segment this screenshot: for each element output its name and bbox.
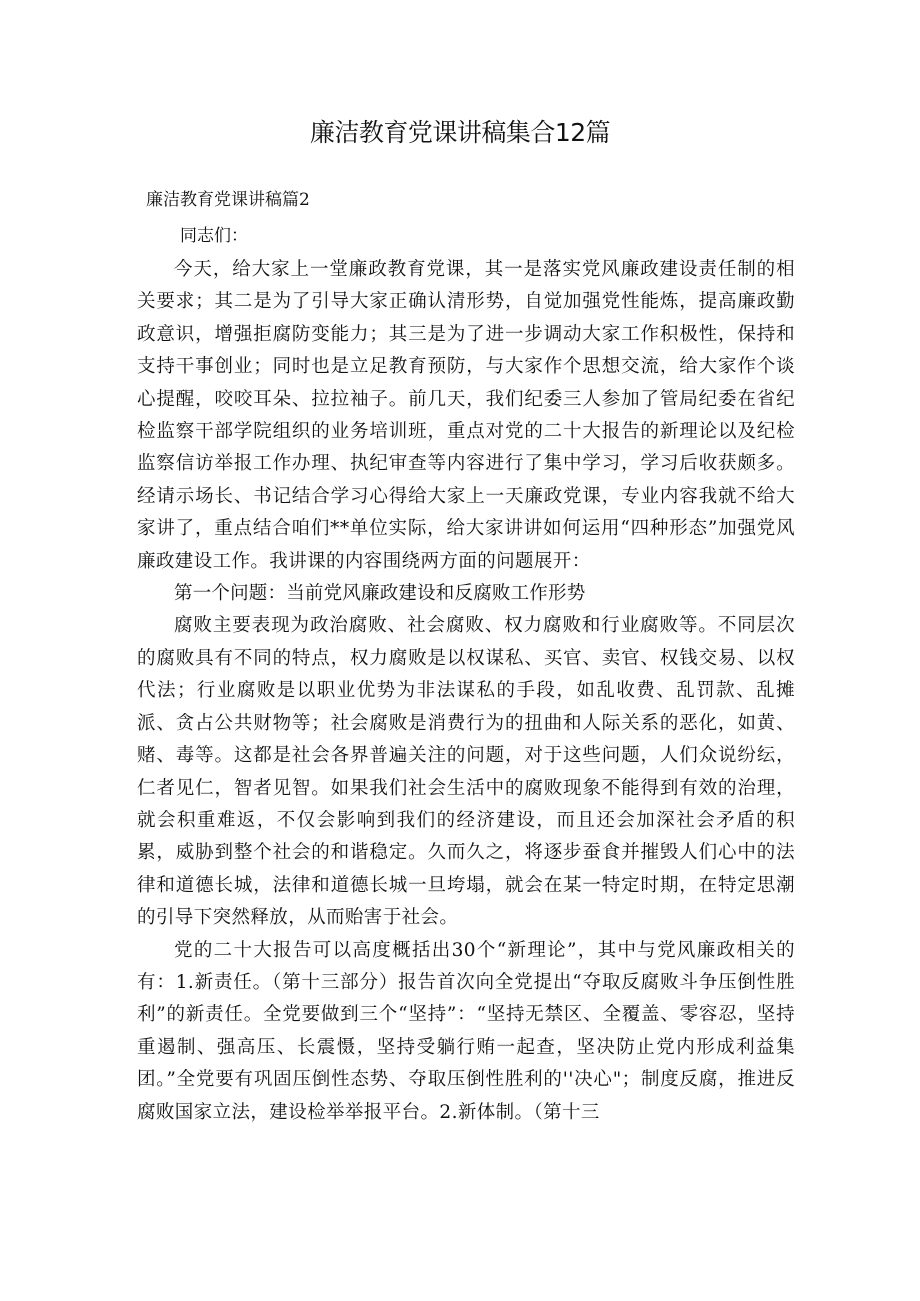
section-heading: 第一个问题：当前党风廉政建设和反腐败工作形势 (174, 583, 586, 605)
paragraph-intro: 今天，给大家上一堂廉政教育党课，其一是落实党风廉政建设责任制的相关要求；其二是为了引导大家正确认清形势，自觉加强党性能炼，提高廉政勤政意识，增强拒腐防变能力；其三是为了进一步调动大家工作积极性，保持和支持干事创业；同时也是立足教育预防，与大家作个思想交流，给大家作个谈心提醒，咬咬耳朵、拉拉袖子。前几天，我们纪委三人参加了管局纪委在省纪检监察干部学院组织的业务培训班，重点对党的二十大报告的新理论以及纪检监察信访举报工作办理、执纪审查等内容进行了集中学习，学习后收获颇多。经请示场长、书记结合学习心得给大家上一天廉政党课，专业内容我就不给大家讲了，重点结合咱们**单位实际，给大家讲讲如何运用“四种形态”加强党风廉政建设工作。我讲课的内容围绕两方面的问题展开： (137, 259, 795, 572)
paragraph-corruption: 腐败主要表现为政治腐败、社会腐败、权力腐败和行业腐败等。不同层次的腐败具有不同的特点，权力腐败是以权谋私、买官、卖官、权钱交易、以权代法；行业腐败是以职业优势为非法谋私的手段，如乱收费、乱罚款、乱摊派、贪占公共财物等；社会腐败是消费行为的扭曲和人际关系的恶化，如黄、赌、毒等。这都是社会各界普遍关注的问题，对于这些问题，人们众说纷纭，仁者见仁，智者见智。如果我们社会生活中的腐败现象不能得到有效的治理，就会积重难返，不仅会影响到我们的经济建设，而且还会加深社会矛盾的积累，威胁到整个社会的和谐稳定。久而久之，将逐步蚕食并摧毁人们心中的法律和道德长城，法律和道德长城一旦垮塌，就会在某一特定时期，在特定思潮的引导下突然释放，从而贻害于社会。 (137, 615, 795, 929)
document-body (137, 254, 795, 1129)
document-subtitle: 廉洁教育党课讲稿篇2 (146, 190, 310, 210)
salutation: 同志们： (180, 226, 248, 246)
document-title: 廉洁教育党课讲稿集合12篇 (309, 118, 611, 147)
paragraph-new-theory: 党的二十大报告可以高度概括出30个“新理论”，其中与党风廉政相关的有：1.新责任。（第十三部分）报告首次向全党提出“夺取反腐败斗争压倒性胜利”的新责任。全党要做到三个“坚持”：“坚持无禁区、全覆盖、零容忍，坚持重遏制、强高压、长震慑，坚持受躺行贿一起查，坚决防止党内形成利益集团。”全党要有巩固压倒性态势、夺取压倒性胜利的''决心"；制度反腐，推进反腐败国家立法，建设检举举报平台。2.新体制。（第十三 (137, 939, 795, 1123)
